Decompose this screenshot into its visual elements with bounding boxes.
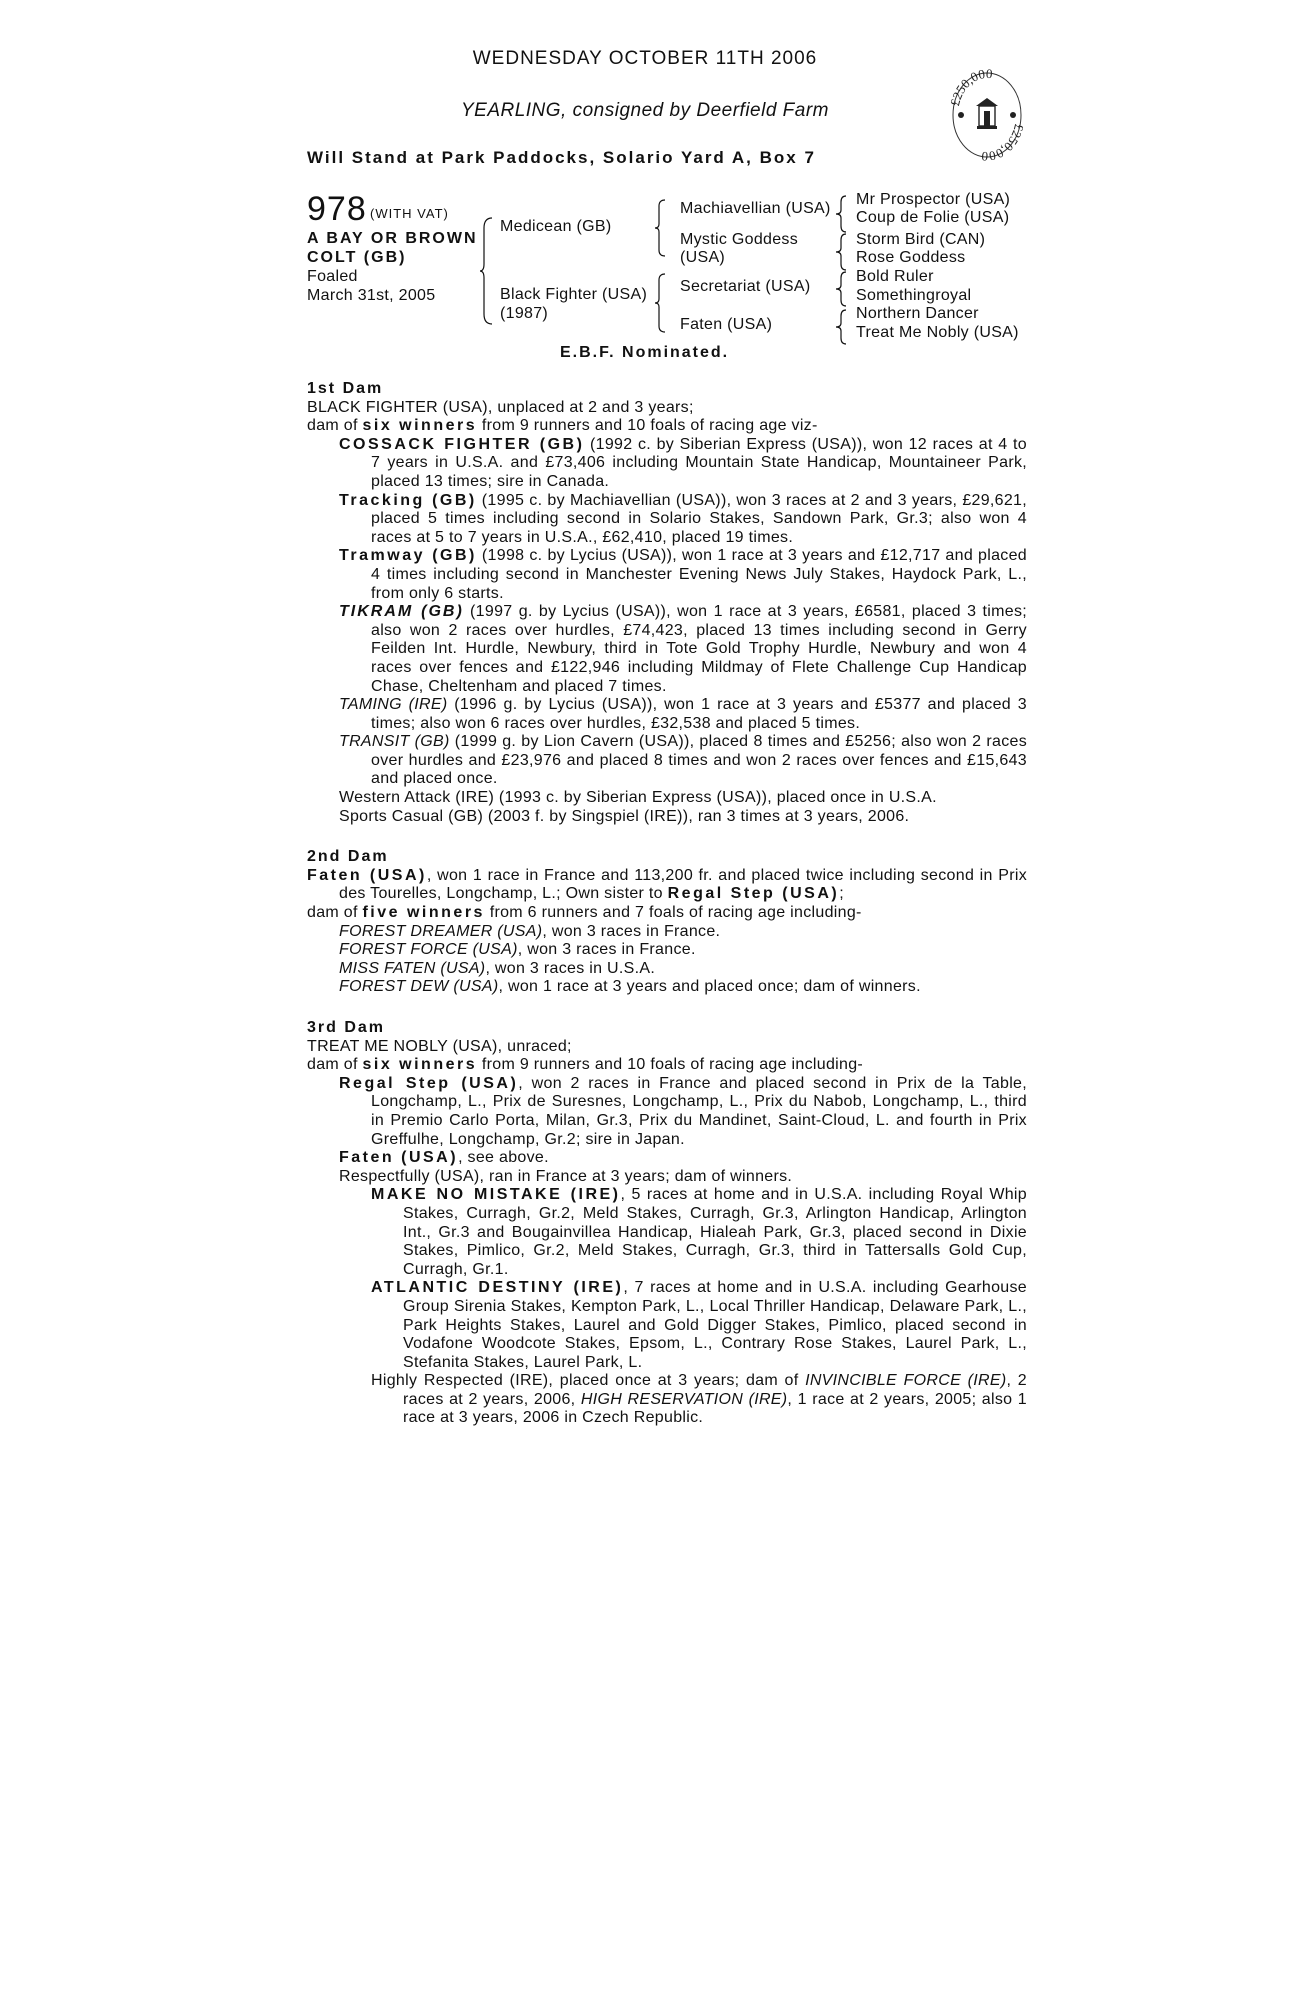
third-dam-heading: 3rd Dam [307,1019,386,1036]
text-span: ; [839,885,844,903]
grandproduce-entry [307,1186,1027,1279]
pedigree-brace-ds [836,270,848,308]
pedigree-dds: Northern Dancer [856,305,979,322]
winners-count: five winners [362,904,485,922]
entry-text: (1992 c. by Siberian Express (USA)), won 12 races at 4 to 7 years in U.S.A. and £73,406 including Mountain State Handicap, Mountaineer Park, placed 13 times; sire in Canada. [371,435,1027,490]
price-seal-icon [946,66,1028,164]
grandproduce-entry [307,1279,1027,1372]
text-span: from 9 runners and 10 foals of racing age viz- [477,417,818,435]
produce-entry: Western Attack (IRE) (1993 c. by Siberian Express (USA)), placed once in U.S.A. [339,789,937,807]
horse-name: FOREST FORCE (USA) [339,941,518,959]
text-span: from 9 runners and 10 foals of racing age including- [477,1056,864,1074]
pedigree-dam-sire: Secretariat (USA) [680,278,811,295]
first-dam-produce-line [307,417,1027,436]
horse-name: Faten (USA) [339,1149,459,1167]
entry-text: , 7 races at home and in U.S.A. including Gearhouse Group Sirenia Stakes, Kempton Park, L., Local Thriller Handicap, Delaware Park, L., Park Heights Stakes, Laurel and Gold Digger Stakes, Pimlico, placed second in Vodafone Woodcote Stakes, Epsom, L., Contrary Rose Stakes, Laurel Park, L., Stefanita Stakes, Laurel Park, L. [403,1279,1027,1371]
horse-name: Regal Step (USA) [667,885,840,903]
lot-vat: (WITH VAT) [370,206,449,221]
pedigree-brace-sire [655,198,667,258]
foaled-label: Foaled [307,268,358,285]
horse-name: ATLANTIC DESTINY (IRE) [371,1279,624,1297]
entry-text: , 1 race at 2 years, 2005; also 1 race at 3 years, 2006 in Czech Republic. [403,1390,1027,1427]
sale-date: WEDNESDAY OCTOBER 11TH 2006 [472,48,818,69]
produce-entry [307,923,1027,942]
seal-text-top: £250,000 [946,66,994,108]
horse-name: HIGH RESERVATION (IRE) [580,1390,788,1408]
produce-entry [307,696,1027,733]
horse-name: MISS FATEN (USA) [339,959,486,977]
stand-location: Will Stand at Park Paddocks, Solario Yard A, Box 7 [307,148,816,167]
first-dam-heading: 1st Dam [307,380,384,397]
pedigree-ssd: Coup de Folie (USA) [856,209,1010,226]
horse-name: Tramway (GB) [339,547,477,565]
third-dam-produce-line [307,1056,1027,1075]
horse-name: TAMING (IRE) [339,696,448,714]
pedigree-sire-dam-line1: Mystic Goddess [680,231,799,248]
entry-text: , won 2 races in France and placed second in Prix de la Table, Longchamp, L., Prix de Suresnes, Longchamp, L., Prix du Nabob, Longchamp, L., third in Premio Carlo Porta, Milan, Gr.3, Prix du Mandinet, Saint-Cloud, L. and fourth in Prix Greffulhe, Longchamp, Gr.2; sire in Japan. [371,1074,1028,1148]
seal-text-bottom: £250,000 [980,122,1028,164]
entry-text: , 5 races at home and in U.S.A. including Royal Whip Stakes, Curragh, Gr.2, Meld Stakes, Curragh, Gr.3, Arlington Handicap, Arlington Int., Gr.3 and Bougainvillea Handicap, Hialeah Park, Gr.3, placed second in Dixie Stakes, Pimlico, Gr.2, Meld Stakes, Curragh, Gr.3, third in Tattersalls Gold Cup, Curragh, Gr.1. [403,1186,1027,1278]
pedigree-brace-sd [836,232,848,272]
pedigree-sire: Medicean (GB) [500,218,612,235]
entry-text: , 2 races at 2 years, 2006, [403,1372,1027,1408]
pedigree-brace-main [480,216,494,326]
text-span: dam of [307,1056,363,1074]
pedigree-dsd: Somethingroyal [856,287,972,304]
entry-text: , won 3 races in U.S.A. [485,959,656,977]
second-dam-line [307,867,1027,904]
produce-entry [307,492,1027,548]
produce-entry [307,436,1027,492]
horse-name: Tracking (GB) [339,491,477,509]
pedigree-sss: Mr Prospector (USA) [856,191,1011,208]
horse-name: MAKE NO MISTAKE (IRE) [371,1186,621,1204]
produce-entry [307,978,1027,997]
entry-text: , see above. [458,1149,549,1167]
produce-entry [307,603,1027,696]
text-span: dam of [307,417,363,435]
produce-entry [307,1149,1027,1168]
foaled-date: March 31st, 2005 [307,287,436,304]
lot-description-1: A BAY OR BROWN [307,230,478,247]
lot-description-2: COLT (GB) [307,249,407,266]
pedigree-ddd: Treat Me Nobly (USA) [856,324,1019,341]
entry-text: , won 1 race at 3 years and placed once; dam of winners. [498,978,921,996]
entry-text: , won 3 races in France. [517,941,696,959]
horse-name: FOREST DREAMER (USA) [339,922,543,940]
entry-text: (1999 g. by Lion Cavern (USA)), placed 8 times and £5256; also won 2 races over hurdles and £23,976 and placed 8 times and won 2 races over fences and £15,643 and placed once. [371,733,1028,788]
horse-name: COSSACK FIGHTER (GB) [339,435,585,453]
produce-entry [307,733,1027,789]
produce-entry [307,547,1027,603]
text-span: dam of [307,904,363,922]
first-dam-line: BLACK FIGHTER (USA), unplaced at 2 and 3 years; [307,398,694,416]
grandproduce-entry [307,1372,1027,1428]
winners-count: six winners [362,1056,478,1074]
produce-entry: Sports Casual (GB) (2003 f. by Singspiel (IRE)), ran 3 times at 3 years, 2006. [339,807,910,825]
horse-name: INVINCIBLE FORCE (IRE) [805,1372,1007,1390]
entry-text: (1998 c. by Lycius (USA)), won 1 race at 3 years and £12,717 and placed 4 times including second in Manchester Evening News July Stakes, Haydock Park, L., from only 6 starts. [371,547,1028,602]
ebf-nominated: E.B.F. Nominated. [560,344,730,361]
pedigree-dam-line2: (1987) [500,305,549,322]
horse-name: TRANSIT (GB) [339,733,450,751]
produce-entry: Respectfully (USA), ran in France at 3 years; dam of winners. [339,1167,793,1185]
third-dam-line: TREAT ME NOBLY (USA), unraced; [307,1037,572,1055]
horse-name: FOREST DEW (USA) [339,978,499,996]
pedigree-brace-dam [655,272,667,334]
pedigree-dam-line1: Black Fighter (USA) [500,286,648,303]
horse-name: TIKRAM (GB) [339,603,464,621]
pedigree-brace-dd [836,308,848,346]
entry-text: Highly Respected (IRE), placed once at 3 years; dam of [371,1372,806,1390]
text-span: from 6 runners and 7 foals of racing age including- [484,904,862,922]
pedigree-sdd: Rose Goddess [856,249,966,266]
horse-name: Regal Step (USA) [339,1074,519,1092]
produce-entry [307,941,1027,960]
entry-text: (1997 g. by Lycius (USA)), won 1 race at 3 years, £6581, placed 3 times; also won 2 races over hurdles, £74,423, placed 13 times including second in Gerry Feilden Int. Hurdle, Newbury, third in Tote Gold Trophy Hurdle, Newbury and won 4 races over fences and £122,946 including Mildmay of Flete Challenge Cup Handicap Chase, Cheltenham and placed 7 times. [371,603,1027,695]
entry-text: , won 1 race in France and 113,200 fr. and placed twice including second in Prix des Tourelles, Longchamp, L.; Own sister to [339,866,1028,903]
horse-name: Faten (USA) [307,866,427,884]
pedigree-dam-dam: Faten (USA) [680,316,773,333]
entry-text: (1996 g. by Lycius (USA)), won 1 race at 3 years and £5377 and placed 3 times; also won 6 races over hurdles, £32,538 and placed 5 times. [371,696,1027,732]
pedigree-sire-sire: Machiavellian (USA) [680,200,831,217]
lot-number: 978 [307,190,367,228]
second-dam-heading: 2nd Dam [307,848,389,866]
pedigree-sds: Storm Bird (CAN) [856,231,986,248]
pedigree-brace-ss [836,194,848,234]
pedigree-dss: Bold Ruler [856,268,934,285]
pedigree-sire-dam-line2: (USA) [680,249,726,266]
second-dam-produce-line [307,904,1027,923]
produce-entry [307,1075,1027,1149]
entry-text: , won 3 races in France. [542,922,721,940]
consignor-line: YEARLING, consigned by Deerfield Farm [460,100,830,121]
catalogue-body [307,380,1027,1428]
produce-entry [307,960,1027,979]
winners-count: six winners [362,417,478,435]
entry-text: (1995 c. by Machiavellian (USA)), won 3 races at 2 and 3 years, £29,621, placed 5 times including second in Solario Stakes, Sandown Park, Gr.3; also won 4 races at 5 to 7 years in U.S.A., £62,410, placed 19 times. [371,491,1027,546]
